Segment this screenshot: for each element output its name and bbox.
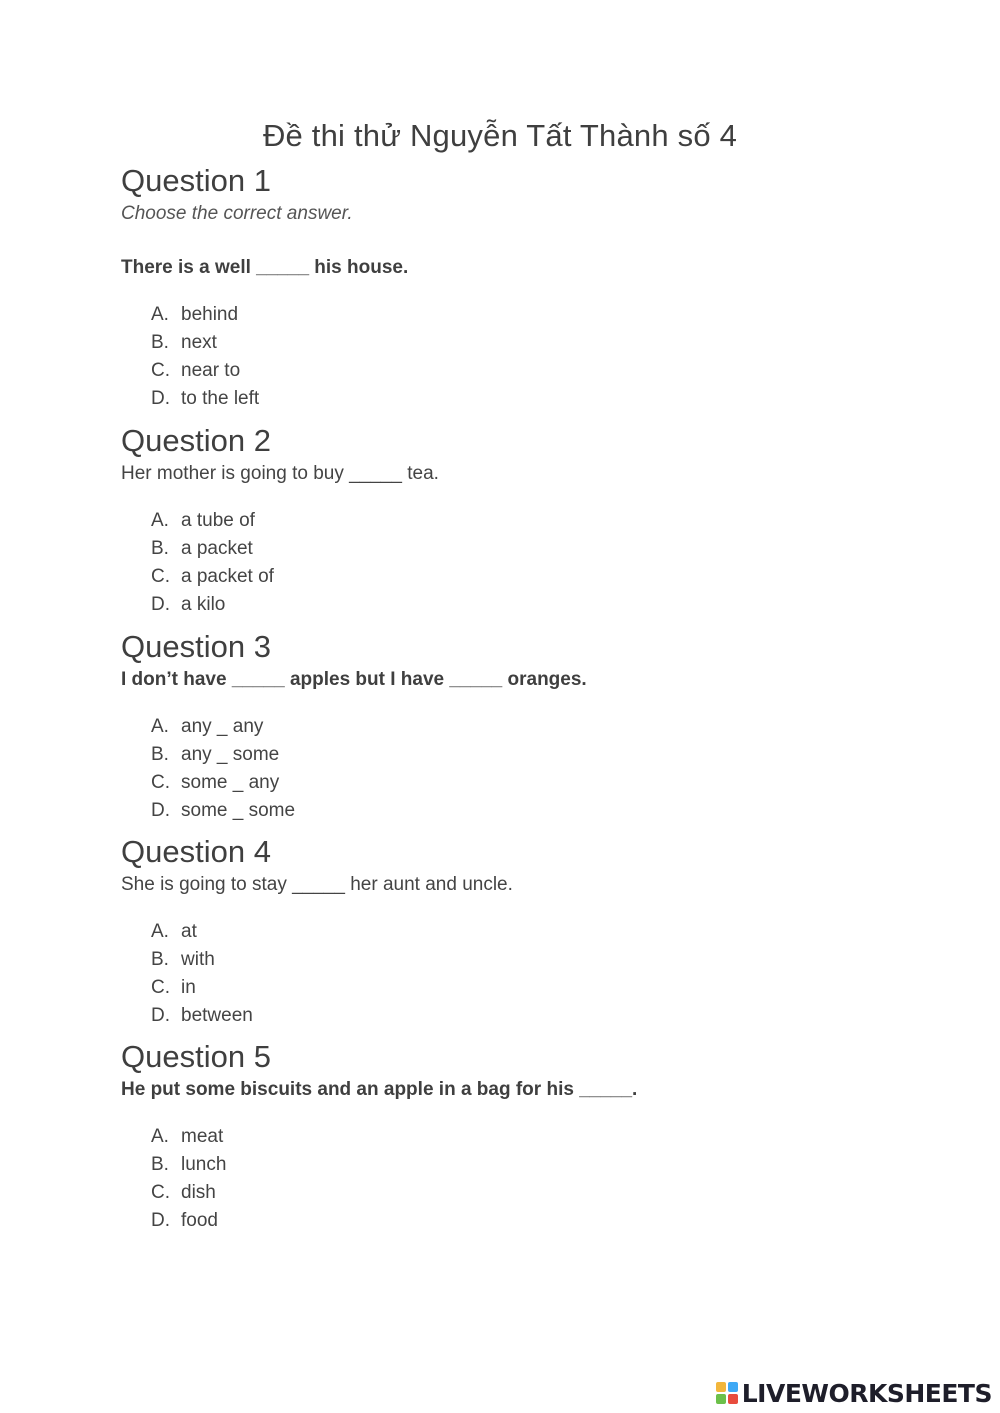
- option-letter: A.: [151, 716, 169, 737]
- logo-cell: [728, 1394, 738, 1404]
- answer-options: [121, 301, 881, 413]
- option-text: behind: [181, 304, 239, 325]
- option-letter: C.: [151, 566, 170, 587]
- question-text: I don’t have _____ apples but I have _____ oranges.: [121, 669, 587, 690]
- option-letter: D.: [151, 388, 170, 409]
- option-b[interactable]: [151, 1151, 881, 1179]
- question-instruction: Choose the correct answer.: [121, 203, 353, 224]
- option-a[interactable]: [151, 507, 881, 535]
- question-heading: Question 4: [121, 834, 271, 869]
- option-a[interactable]: [151, 1123, 881, 1151]
- option-text: to the left: [181, 388, 260, 409]
- option-text: in: [181, 977, 196, 998]
- option-text: any _ any: [181, 716, 264, 737]
- option-text: any _ some: [181, 744, 280, 765]
- option-text: meat: [181, 1126, 224, 1147]
- option-c[interactable]: [151, 769, 881, 797]
- option-c[interactable]: [151, 1179, 881, 1207]
- option-letter: A.: [151, 921, 169, 942]
- option-text: between: [181, 1005, 253, 1026]
- watermark-text: LIVEWORKSHEETS: [741, 1378, 992, 1408]
- question-1: [121, 163, 881, 413]
- answer-options: [121, 918, 881, 1030]
- option-text: a tube of: [181, 510, 255, 531]
- option-c[interactable]: [151, 357, 881, 385]
- option-letter: A.: [151, 1126, 169, 1147]
- question-heading: Question 2: [121, 423, 271, 458]
- option-c[interactable]: [151, 974, 881, 1002]
- option-text: food: [181, 1210, 218, 1231]
- option-d[interactable]: [151, 591, 881, 619]
- option-b[interactable]: [151, 946, 881, 974]
- question-stem: There is a well _____ his house.: [121, 257, 409, 278]
- option-text: some _ some: [181, 800, 296, 821]
- option-a[interactable]: [151, 918, 881, 946]
- question-4: [121, 834, 881, 1030]
- logo-cell: [716, 1382, 726, 1392]
- answer-options: [121, 507, 881, 619]
- option-d[interactable]: [151, 1207, 881, 1235]
- option-letter: B.: [151, 949, 169, 970]
- option-letter: B.: [151, 538, 169, 559]
- option-letter: D.: [151, 1005, 170, 1026]
- option-letter: B.: [151, 1154, 169, 1175]
- question-text: Her mother is going to buy _____ tea.: [121, 463, 439, 484]
- option-letter: D.: [151, 1210, 170, 1231]
- question-heading: Question 5: [121, 1039, 271, 1074]
- liveworksheets-watermark: [716, 1378, 992, 1408]
- option-text: near to: [181, 360, 241, 381]
- page-title: Đề thi thử Nguyễn Tất Thành số 4: [262, 118, 738, 153]
- option-a[interactable]: [151, 301, 881, 329]
- option-letter: A.: [151, 510, 169, 531]
- option-text: with: [181, 949, 215, 970]
- option-text: dish: [181, 1182, 216, 1203]
- option-b[interactable]: [151, 535, 881, 563]
- option-text: a packet: [181, 538, 253, 559]
- option-a[interactable]: [151, 713, 881, 741]
- question-5: [121, 1039, 881, 1235]
- option-text: lunch: [181, 1154, 227, 1175]
- answer-options: [121, 1123, 881, 1235]
- option-letter: D.: [151, 594, 170, 615]
- option-d[interactable]: [151, 1002, 881, 1030]
- option-text: at: [181, 921, 197, 942]
- option-letter: C.: [151, 772, 170, 793]
- option-d[interactable]: [151, 797, 881, 825]
- option-letter: A.: [151, 304, 169, 325]
- question-heading: Question 3: [121, 629, 271, 664]
- option-letter: D.: [151, 800, 170, 821]
- logo-cell: [728, 1382, 738, 1392]
- option-letter: C.: [151, 977, 170, 998]
- question-text: He put some biscuits and an apple in a bag for his _____.: [121, 1079, 638, 1100]
- option-text: next: [181, 332, 217, 353]
- option-text: a packet of: [181, 566, 274, 587]
- option-text: a kilo: [181, 594, 226, 615]
- liveworksheets-logo-icon: [716, 1382, 738, 1404]
- question-text: She is going to stay _____ her aunt and uncle.: [121, 874, 513, 895]
- option-letter: B.: [151, 744, 169, 765]
- option-letter: C.: [151, 360, 170, 381]
- question-heading: Question 1: [121, 163, 271, 198]
- option-c[interactable]: [151, 563, 881, 591]
- option-b[interactable]: [151, 329, 881, 357]
- logo-cell: [716, 1394, 726, 1404]
- option-letter: B.: [151, 332, 169, 353]
- option-text: some _ any: [181, 772, 280, 793]
- answer-options: [121, 713, 881, 825]
- question-2: [121, 423, 881, 619]
- question-3: [121, 629, 881, 825]
- option-letter: C.: [151, 1182, 170, 1203]
- option-b[interactable]: [151, 741, 881, 769]
- option-d[interactable]: [151, 385, 881, 413]
